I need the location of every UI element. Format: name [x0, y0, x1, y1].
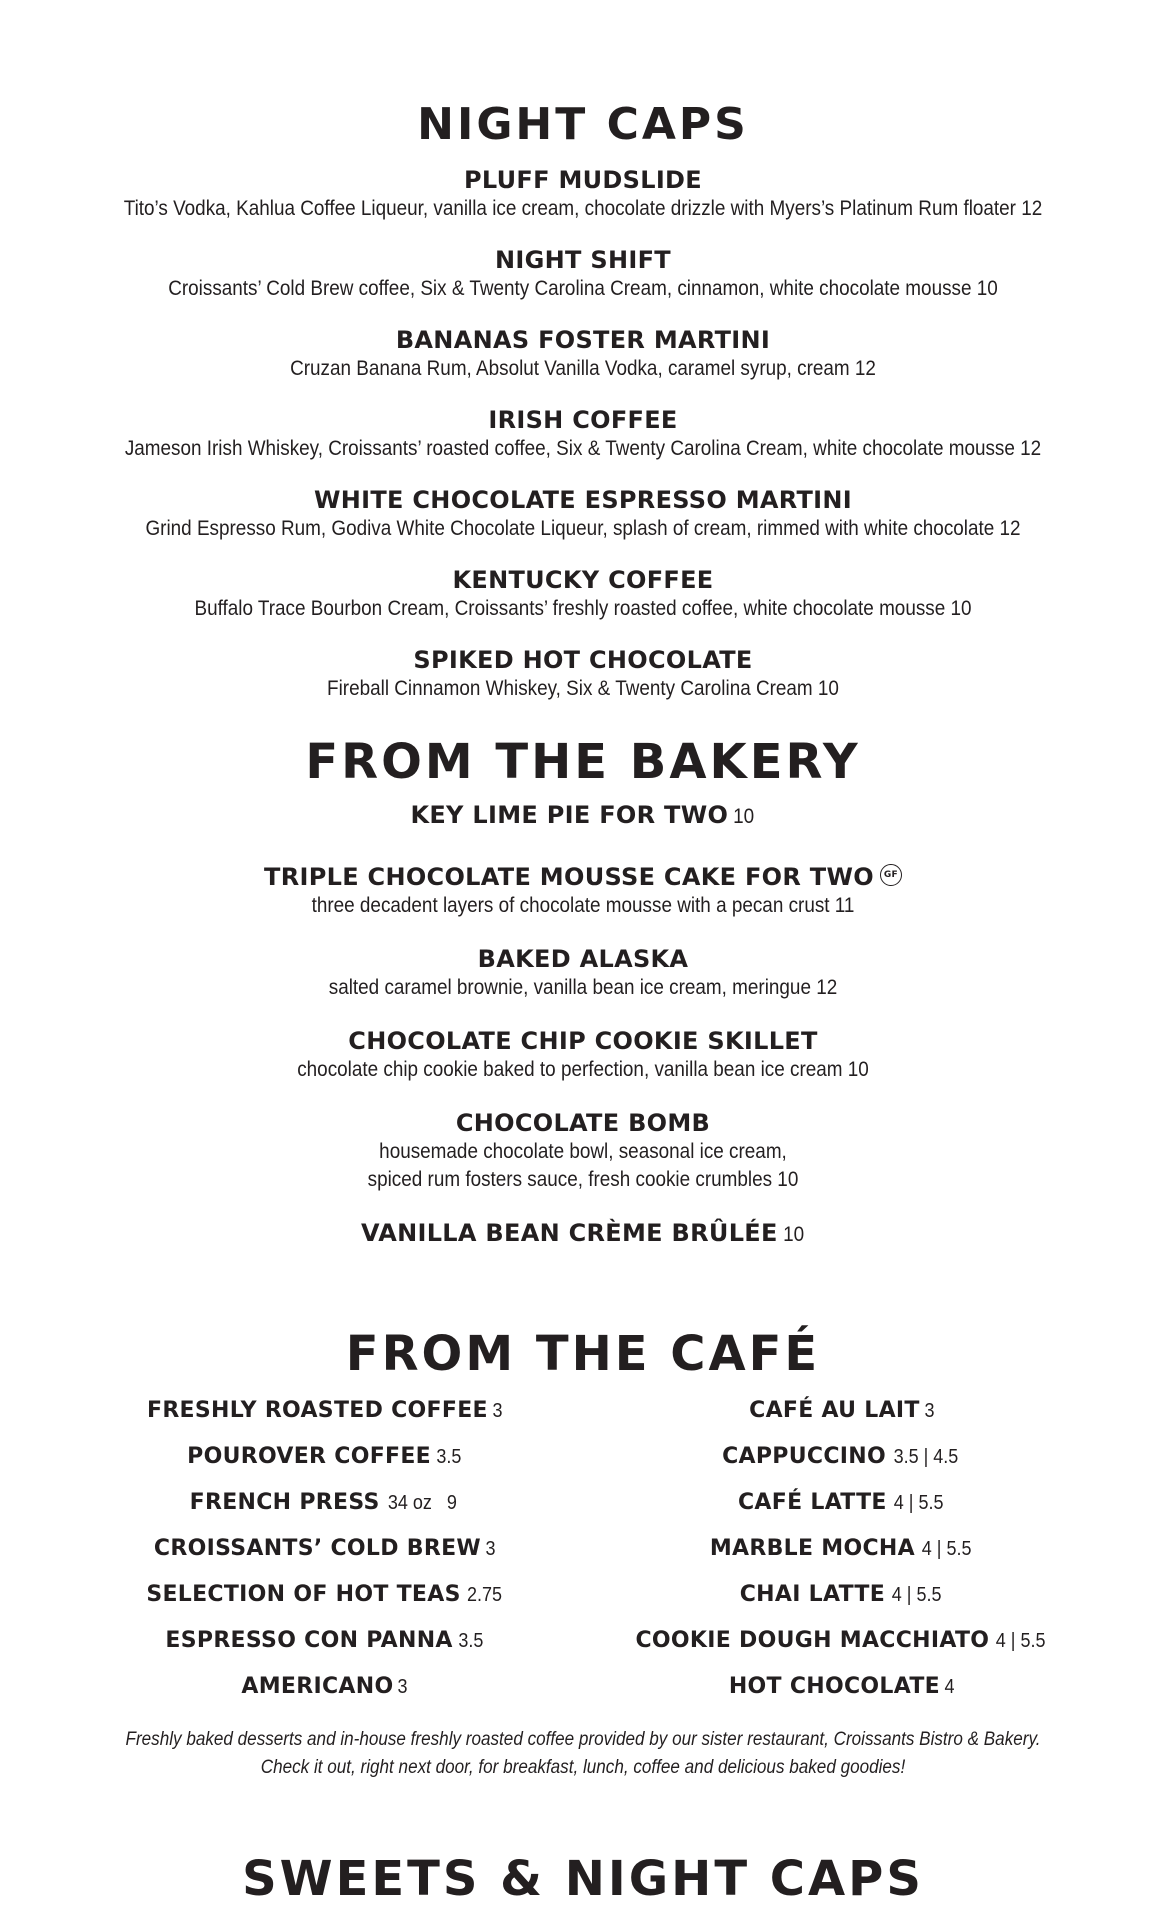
menu-item [0, 325, 1166, 405]
item-name: COOKIE DOUGH MACCHIATO [635, 1628, 990, 1653]
bakery-list [0, 800, 1166, 1272]
item-description: chocolate chip cookie baked to perfection, vanilla bean ice cream 10 [297, 1058, 869, 1081]
cafe-item [75, 1580, 575, 1626]
cafe-item [75, 1626, 575, 1672]
item-name: CHOCOLATE BOMB [455, 1109, 711, 1137]
item-name: SPIKED HOT CHOCOLATE [413, 646, 753, 674]
cafe-item [592, 1534, 1092, 1580]
item-description: Grind Espresso Rum, Godiva White Chocolate Liqueur, splash of cream, rimmed with white chocolate 12 [145, 517, 1021, 540]
item-price: 4 | 5.5 [891, 1584, 942, 1606]
bakery-heading: FROM THE BAKERY [305, 734, 861, 790]
item-name: KENTUCKY COFFEE [452, 566, 714, 594]
menu-item [0, 1026, 1166, 1084]
item-description: Tito’s Vodka, Kahlua Coffee Liqueur, vanilla ice cream, chocolate drizzle with Myers’s Platinum Rum floater 12 [123, 197, 1043, 220]
item-description: Croissants’ Cold Brew coffee, Six & Twenty Carolina Cream, cinnamon, white chocolate mousse 10 [168, 277, 998, 300]
item-price: 3.5 [436, 1446, 462, 1468]
item-price: 34 oz 9 [387, 1492, 457, 1514]
cafe-menu [0, 1396, 1166, 1716]
cafe-left-column [75, 1396, 575, 1718]
item-description: spiced rum fosters sauce, fresh cookie crumbles 10 [367, 1168, 799, 1191]
item-description: Jameson Irish Whiskey, Croissants’ roasted coffee, Six & Twenty Carolina Cream, white chocolate mousse 12 [124, 437, 1042, 460]
cafe-item [592, 1672, 1092, 1718]
item-name: AMERICANO [241, 1674, 394, 1699]
menu-item [0, 645, 1166, 725]
item-name: PLUFF MUDSLIDE [464, 166, 702, 194]
item-name: HOT CHOCOLATE [728, 1674, 941, 1699]
item-name: ESPRESSO CON PANNA [165, 1628, 453, 1653]
item-price: 4 | 5.5 [921, 1538, 972, 1560]
cafe-item [592, 1488, 1092, 1534]
night-caps-heading: NIGHT CAPS [417, 99, 749, 150]
item-name: CAPPUCCINO [722, 1444, 886, 1469]
menu-item [0, 1108, 1166, 1194]
cafe-item [75, 1534, 575, 1580]
item-price: 10 [733, 805, 755, 828]
cafe-heading: FROM THE CAFÉ [345, 1326, 821, 1382]
item-name: FRENCH PRESS [189, 1490, 380, 1515]
item-name: KEY LIME PIE FOR TWO [410, 801, 729, 829]
footer-note [0, 1726, 1166, 1782]
gluten-free-icon: GF [880, 864, 902, 886]
item-name: MARBLE MOCHA [709, 1536, 915, 1561]
item-name: BAKED ALASKA [477, 945, 689, 973]
cafe-item [592, 1442, 1092, 1488]
menu-item [0, 165, 1166, 245]
item-price: 3.5 | 4.5 [893, 1446, 959, 1468]
item-name: WHITE CHOCOLATE ESPRESSO MARTINI [313, 486, 853, 514]
item-name: POUROVER COFFEE [187, 1444, 432, 1469]
footer-line: Check it out, right next door, for breakfast, lunch, coffee and delicious baked goodies! [260, 1757, 906, 1778]
item-description: Fireball Cinnamon Whiskey, Six & Twenty Carolina Cream 10 [327, 677, 839, 700]
item-name: CAFÉ AU LAIT [749, 1398, 920, 1423]
item-price: 3 [924, 1400, 935, 1422]
item-price: 3 [485, 1538, 496, 1560]
item-price: 4 [944, 1676, 955, 1698]
cafe-item [75, 1396, 575, 1442]
item-description: housemade chocolate bowl, seasonal ice cream, [379, 1140, 787, 1163]
item-name: VANILLA BEAN CRÈME BRÛLÉE [360, 1219, 778, 1247]
item-name: BANANAS FOSTER MARTINI [395, 326, 771, 354]
item-description: Cruzan Banana Rum, Absolut Vanilla Vodka, caramel syrup, cream 12 [290, 357, 876, 380]
item-price: 3 [492, 1400, 503, 1422]
menu-item [0, 862, 1166, 920]
item-name: CAFÉ LATTE [737, 1490, 887, 1515]
item-name [0, 862, 1166, 892]
item-price: 4 | 5.5 [893, 1492, 944, 1514]
menu-item [0, 245, 1166, 325]
cafe-item [592, 1626, 1092, 1672]
bottom-heading: SWEETS & NIGHT CAPS [242, 1851, 924, 1907]
item-name: IRISH COFFEE [488, 406, 678, 434]
item-price: 2.75 [466, 1584, 502, 1606]
cafe-item [75, 1672, 575, 1718]
item-price: 4 | 5.5 [996, 1630, 1046, 1652]
item-price: 3.5 [458, 1630, 484, 1652]
menu-item [0, 944, 1166, 1002]
cafe-item [75, 1488, 575, 1534]
item-name: FRESHLY ROASTED COFFEE [146, 1398, 488, 1423]
item-name-text: TRIPLE CHOCOLATE MOUSSE CAKE FOR TWO [264, 863, 874, 891]
item-description: salted caramel brownie, vanilla bean ice cream, meringue 12 [328, 976, 838, 999]
item-name: CHOCOLATE CHIP COOKIE SKILLET [348, 1027, 818, 1055]
footer-line: Freshly baked desserts and in-house freshly roasted coffee provided by our sister restaurant, Croissants Bistro & Bakery. [125, 1729, 1041, 1750]
cafe-item [75, 1442, 575, 1488]
menu-item [0, 1218, 1166, 1248]
night-caps-list [0, 165, 1166, 725]
menu-item [0, 405, 1166, 485]
menu-item [0, 800, 1166, 830]
cafe-item [592, 1396, 1092, 1442]
item-price: 3 [398, 1676, 409, 1698]
item-name: CHAI LATTE [739, 1582, 886, 1607]
item-description: Buffalo Trace Bourbon Cream, Croissants’ freshly roasted coffee, white chocolate mousse 10 [194, 597, 972, 620]
item-name: CROISSANTS’ COLD BREW [153, 1536, 481, 1561]
item-price: 10 [782, 1223, 804, 1246]
item-name: SELECTION OF HOT TEAS [146, 1582, 461, 1607]
menu-item [0, 485, 1166, 565]
cafe-item [592, 1580, 1092, 1626]
cafe-right-column [592, 1396, 1092, 1718]
item-description: three decadent layers of chocolate mousse with a pecan crust 11 [311, 894, 855, 917]
menu-item [0, 565, 1166, 645]
item-name: NIGHT SHIFT [495, 246, 671, 274]
